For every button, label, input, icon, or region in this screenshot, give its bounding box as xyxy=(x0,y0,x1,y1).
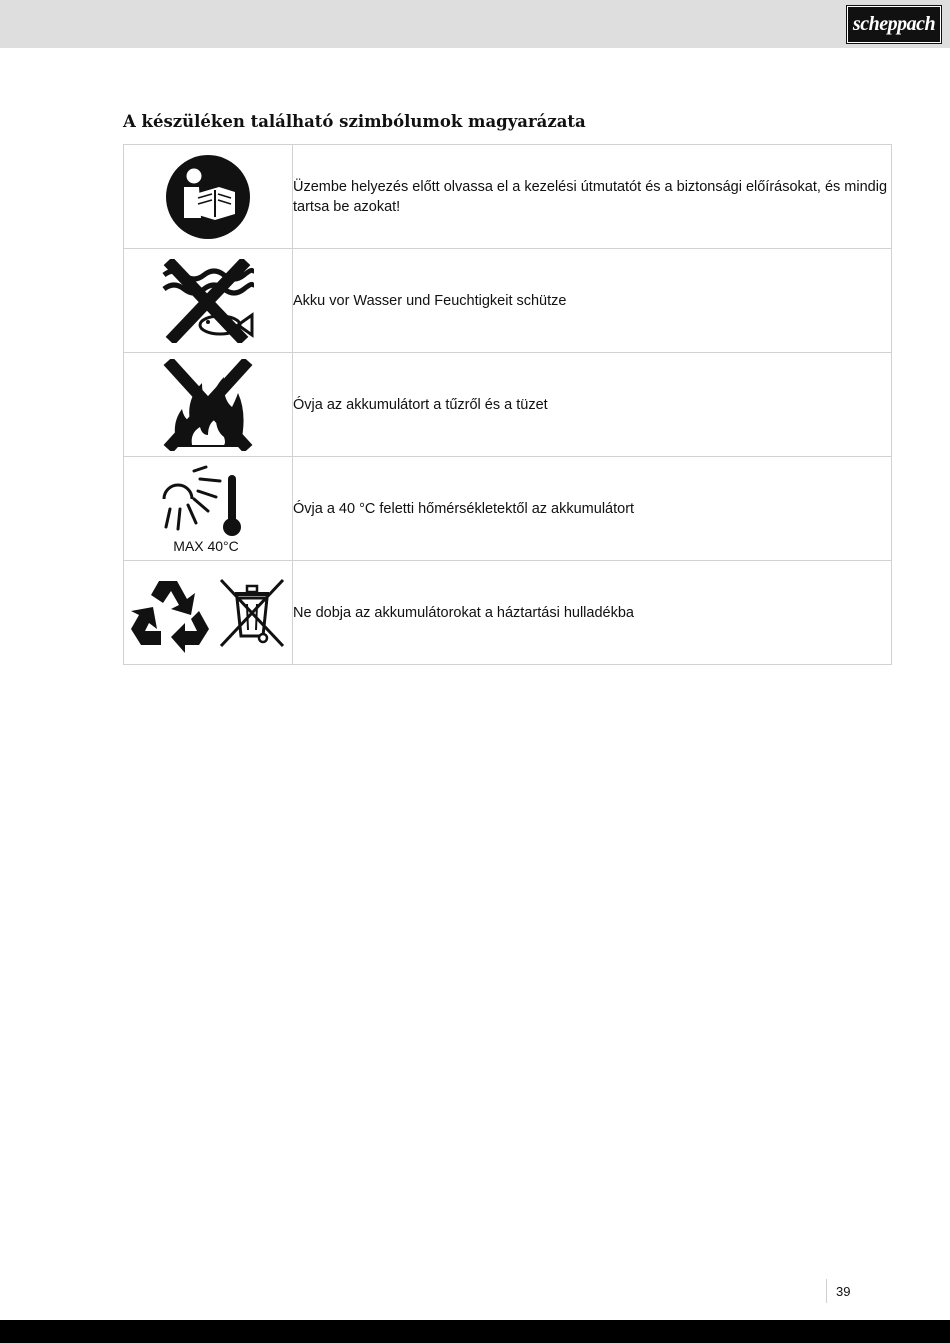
symbol-description: Ne dobja az akkumulátorokat a háztartási hulladékba xyxy=(293,561,892,665)
table-row xyxy=(124,249,892,353)
bottom-footer-bar xyxy=(0,1320,950,1343)
no-fire-icon xyxy=(162,359,254,451)
recycle-icon xyxy=(129,573,213,653)
symbol-description: Akku vor Wasser und Feuchtigkeit schütze xyxy=(293,249,892,353)
crossed-bin-icon xyxy=(217,578,287,648)
table-row xyxy=(124,353,892,457)
table-row xyxy=(124,457,892,561)
table-row xyxy=(124,561,892,665)
max-temperature-icon xyxy=(158,463,258,555)
symbol-description: Óvja az akkumulátort a tűzről és a tüzet xyxy=(293,353,892,457)
page-number: 39 xyxy=(836,1284,851,1299)
page-number-divider xyxy=(826,1279,827,1303)
symbol-icon-cell xyxy=(124,353,293,457)
no-water-icon xyxy=(162,259,254,343)
symbol-description: Üzembe helyezés előtt olvassa el a kezelési útmutatót és a biztonsági előírásokat, és mindig tartsa be azokat! xyxy=(293,145,892,249)
symbols-table xyxy=(123,144,892,665)
symbol-icon-cell xyxy=(124,457,293,561)
symbol-icon-cell xyxy=(124,145,293,249)
scheppach-logo: scheppach xyxy=(847,6,941,43)
table-row xyxy=(124,145,892,249)
read-manual-icon xyxy=(165,154,251,240)
max-temperature-label: MAX 40°C xyxy=(173,537,239,554)
section-title: A készüléken található szimbólumok magyarázata xyxy=(123,112,586,131)
symbol-icon-cell xyxy=(124,561,293,665)
symbol-description: Óvja a 40 °C feletti hőmérsékletektől az akkumulátort xyxy=(293,457,892,561)
top-header-bar xyxy=(0,0,950,48)
symbol-icon-cell xyxy=(124,249,293,353)
